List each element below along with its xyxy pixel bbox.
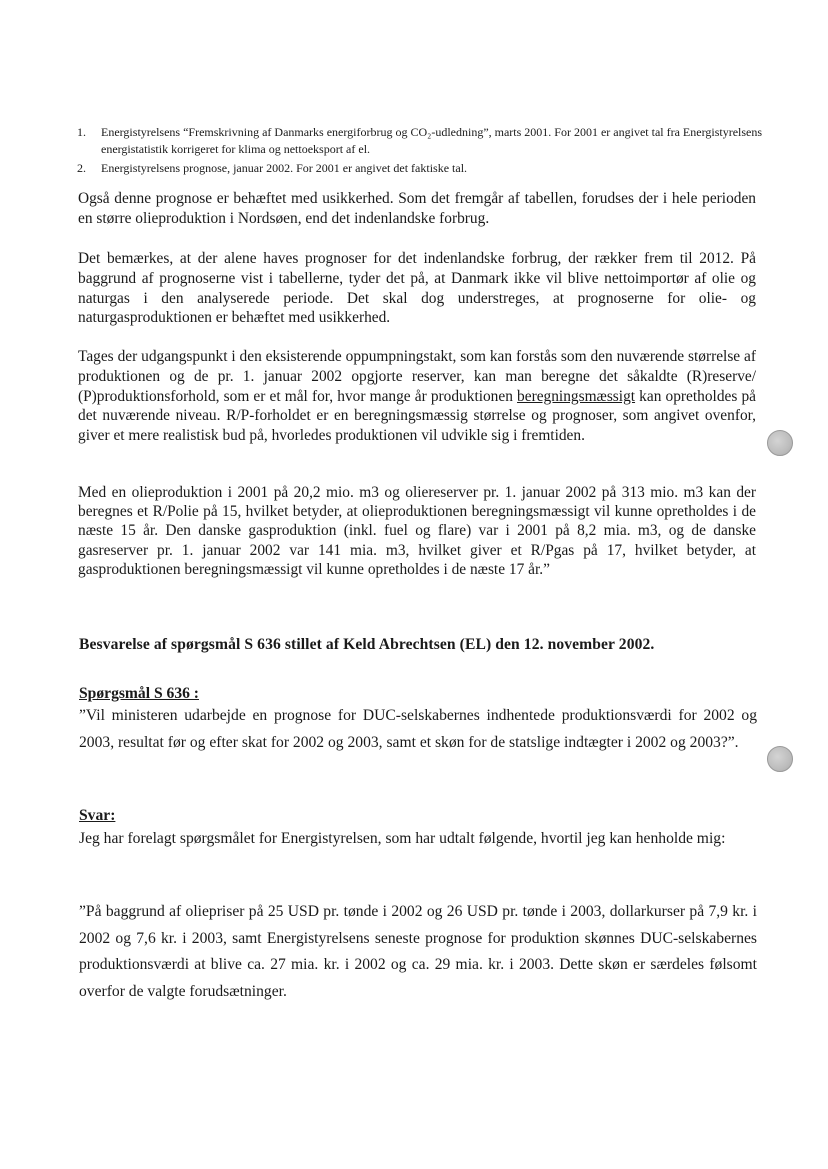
question-label: Spørgsmål S 636 : [79,685,199,702]
punch-hole [767,746,793,772]
paragraph-forecasts: Det bemærkes, at der alene haves prognoser for det indenlandske forbrug, der rækker frem til 2012. På baggrund af prognoserne vist i tabellerne, tyder det på, at Danmark ikke vil blive nettoimportør af olie og naturgas i den analyserede periode. Det skal dog understreges, at prognoserne for olie- og naturgasproduktionen er behæftet med usikkerhed. [78,250,756,327]
footnote-number: 1. [77,125,86,139]
paragraph-text: kan opretholdes på det nuværende niveau. R/P-forholdet er en beregningsmæssig størrelse og prognoser, som angivet ovenfor, giver et mere realistisk bud på, hvorledes produktionen vil udvikle sig i fremtiden. [78,387,756,445]
paragraph-production-figures: Med en olieproduktion i 2001 på 20,2 mio. m3 og oliereserver pr. 1. januar 2002 på 313 mio. m3 kan der beregnes et R/Polie på 15, hvilket betyder, at olieproduktionen beregningsmæssigt vil kunne opretholdes i de næste 15 år. Den danske gasproduktion (inkl. fuel og flare) var i 2001 på 8,2 mia. m3, og de danske gasreserver pr. 1. januar 2002 var 141 mia. m3, hvilket giver et R/Pgas på 17, hvilket betyder, at gasproduktionen beregningsmæssigt vil kunne opretholdes i de næste 17 år.” [78,484,756,578]
paragraph-rp-ratio [78,347,756,446]
answer-label: Svar: [79,807,116,824]
footnote-text: Energistyrelsens prognose, januar 2002. For 2001 er angivet det faktiske tal. [101,161,468,175]
footnote-1 [77,124,767,157]
footnotes [77,124,767,180]
footnote-text: Energistyrelsens “Fremskrivning af Danmarks energiforbrug og CO₂-udledning”, marts 2001. For 2001 er angivet tal fra Energistyrelsens energistatistik korrigeret for klima og nettoeksport af el. [101,125,763,156]
underlined-word: beregningsmæssigt [517,387,636,405]
answer-heading: Besvarelse af spørgsmål S 636 stillet af Keld Abrechtsen (EL) den 12. november 2002. [79,636,655,653]
question-text: ”Vil ministeren udarbejde en prognose for DUC-selskabernes indhentede produktionsværdi for 2002 og 2003, resultat før og efter skat for 2002 og 2003, samt et skøn for de statslige indtægter i 2002 og 2003?”. [79,707,757,751]
footnote-2 [77,160,767,177]
answer-text: Jeg har forelagt spørgsmålet for Energistyrelsen, som har udtalt følgende, hvortil jeg kan henholde mig: [79,830,726,847]
paragraph-uncertainty: Også denne prognose er behæftet med usikkerhed. Som det fremgår af tabellen, forudses der i hele perioden en større olieproduktion i Nordsøen, end det indenlandske forbrug. [78,190,756,227]
footnote-number: 2. [77,161,86,175]
quote-text: ”På baggrund af oliepriser på 25 USD pr. tønde i 2002 og 26 USD pr. tønde i 2003, dollarkurser på 7,9 kr. i 2002 og 7,6 kr. i 2003, samt Energistyrelsens seneste prognose for produktion skønnes DUC-selskabernes produktionsværdi at blive ca. 27 mia. kr. i 2002 og ca. 29 mia. kr. i 2003. Dette skøn er særdeles følsomt overfor de valgte forudsætninger. [79,903,757,1000]
paragraph-text: Tages der udgangspunkt i den eksisterende oppumpningstakt, som kan forstås som den nuværende størrelse af produktionen og de pr. 1. januar 2002 opgjorte reserver, kan man beregne det såkaldte (R)reserve/ (P)produktionsforhold, som er et mål for, hvor mange år produktionen [78,348,756,405]
punch-hole [767,430,793,456]
